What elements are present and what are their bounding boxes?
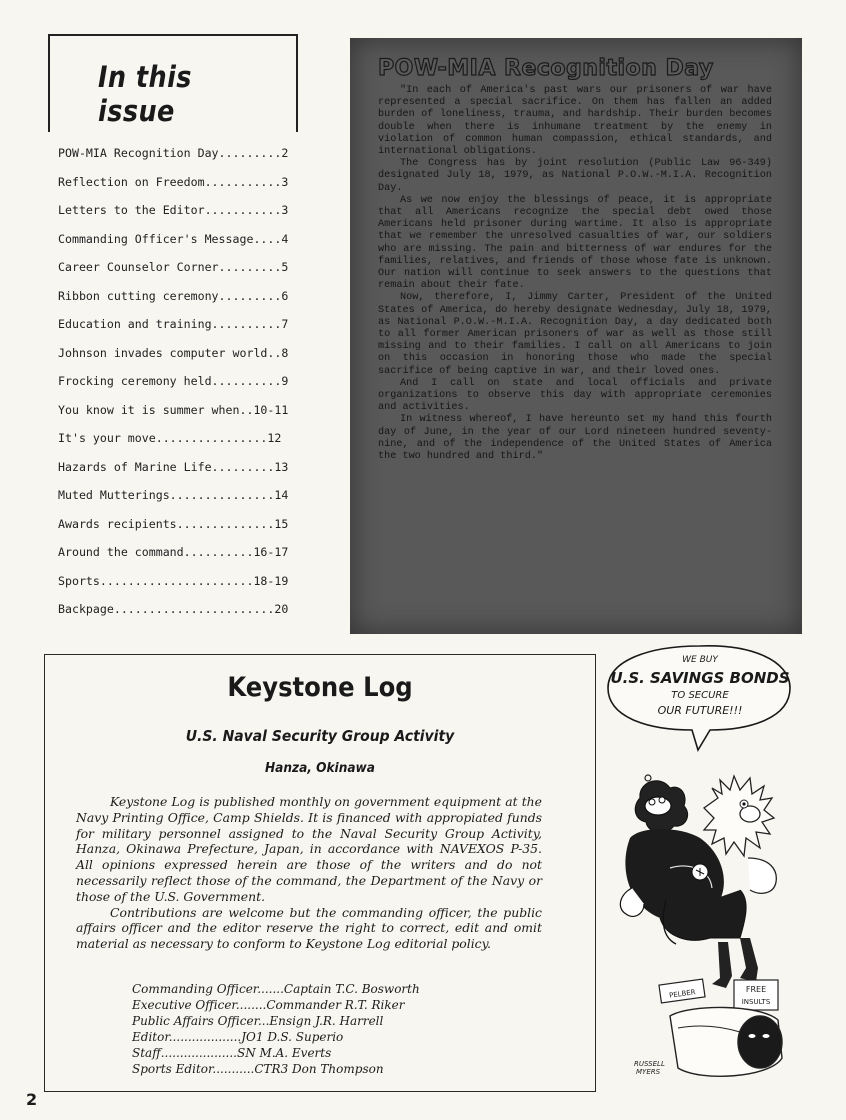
toc-item[interactable]: Johnson invades computer world..8 xyxy=(58,345,289,360)
staff-line: Editor...................JO1 D.S. Superio xyxy=(132,1030,344,1044)
toc-item[interactable]: Sports......................18-19 xyxy=(58,573,289,588)
article-paragraph: The Congress has by joint resolution (Public Law 96-349) designated July 18, 1979, as National P.O.W.-M.I.A. Recognition Day. xyxy=(378,158,772,194)
plaque-text: PELBER xyxy=(668,988,697,1000)
pow-mia-article xyxy=(350,38,802,634)
article-paragraph: As we now enjoy the blessings of peace, it is appropriate that all Americans recognize the special debt owed those Americans held prisoner during wartime. It also is appropriate that we remember the unresolved casualties of war, our soldiers who are missing. The pain and bitterness of war endures for the families, relatives, and friends of those whose fate is unknown. Our nation will continue to seek answers to the questions that remain about their fate. xyxy=(378,194,772,292)
toc-item[interactable]: It's your move................12 xyxy=(58,431,282,445)
barrel-illustration xyxy=(670,1007,782,1076)
masthead-body xyxy=(76,794,542,952)
masthead-title: Keystone Log xyxy=(227,672,413,703)
article-paragraph: "In each of America's past wars our prisoners of war have represented a special sacrifice. On them has fallen an added burden of loneliness, trauma, and hardship. Their burden becomes double when there is inhumane treatment by the enemy in violation of common human compassion, ethical standards, and international obligations. xyxy=(378,85,772,158)
toc-item[interactable]: Frocking ceremony held..........9 xyxy=(58,374,289,388)
toc-item[interactable]: Letters to the Editor...........3 xyxy=(58,203,289,217)
toc-item[interactable]: Commanding Officer's Message....4 xyxy=(58,231,289,246)
toc-item[interactable]: Education and training..........7 xyxy=(58,317,289,331)
bubble-line: OUR FUTURE!!! xyxy=(657,704,743,717)
staff-line: Executive Officer........Commander R.T. Riker xyxy=(132,998,405,1012)
toc-item[interactable]: Career Counselor Corner.........5 xyxy=(58,260,289,274)
article-paragraph: And I call on state and local officials and private organizations to observe this day with appropriate ceremonies and activities. xyxy=(378,377,772,414)
sign-text: FREE xyxy=(745,985,767,994)
article-title: POW-MIA Recognition Day xyxy=(378,56,714,81)
article-paragraph: In witness whereof, I have hereunto set my hand this fourth day of June, in the year of our Lord nineteen hundred seventy-nine, and of the independence of the United States of America the two hundred and third." xyxy=(378,414,772,463)
masthead-paragraph: Keystone Log is published monthly on government equipment at the Navy Printing Office, Camp Shields. It is financed with appropiated funds for military personnel assigned to the Naval Security Group Activity, Hanza, Okinawa Prefecture, Japan, in accordance with NAVEXOS P-35. All opinions expressed herein are those of the writers and do not necessarily reflect those of the command, the Department of the Navy or those of the U.S. Government. xyxy=(76,794,542,904)
artist-signature: RUSSELL xyxy=(634,1060,665,1068)
bubble-line: U.S. SAVINGS BONDS xyxy=(610,669,790,687)
toc-item[interactable]: Muted Mutterings...............14 xyxy=(58,488,289,502)
masthead-location: Hanza, Okinawa xyxy=(265,760,375,776)
toc-item[interactable]: Backpage.......................20 xyxy=(58,602,289,616)
bubble-line: TO SECURE xyxy=(671,690,729,701)
toc-item[interactable]: Reflection on Freedom...........3 xyxy=(58,174,289,189)
toc-item[interactable]: POW-MIA Recognition Day.........2 xyxy=(58,146,289,160)
toc-item[interactable]: Around the command..........16-17 xyxy=(58,545,289,559)
masthead-paragraph: Contributions are welcome but the commanding officer, the public affairs officer and the editor reserve the right to correct, edit and omit material as necessary to conform to Keystone Log editorial policy. xyxy=(76,904,542,952)
toc-item[interactable]: Ribbon cutting ceremony.........6 xyxy=(58,288,289,303)
bubble-line: WE BUY xyxy=(682,655,718,665)
page-number: 2 xyxy=(26,1090,38,1109)
staff-line: Staff....................SN M.A. Everts xyxy=(132,1046,332,1060)
artist-signature: MYERS xyxy=(636,1068,661,1076)
sign-text: INSULTS xyxy=(741,998,771,1006)
toc-item[interactable]: Hazards of Marine Life.........13 xyxy=(58,459,289,474)
toc-title: In this issue xyxy=(98,60,192,128)
staff-line: Commanding Officer.......Captain T.C. Bosworth xyxy=(132,982,420,996)
staff-line: Sports Editor...........CTR3 Don Thompson xyxy=(132,1062,384,1076)
savings-bonds-cartoon xyxy=(600,638,800,1098)
article-paragraph: Now, therefore, I, Jimmy Carter, President of the United States of America, do hereby designate Wednesday, July 18, 1979, as National P.O.W.-M.I.A. Recognition Day, a day dedicated both to all former American prisoners of war as well as those still missing and to their families. I call on all Americans to join on this occasion in honoring those who made the special sacrifice of being captive in war, and their loved ones. xyxy=(378,292,772,377)
masthead-subtitle: U.S. Naval Security Group Activity xyxy=(185,727,455,745)
staff-line: Public Affairs Officer...Ensign J.R. Harrell xyxy=(132,1014,384,1028)
toc-item[interactable]: You know it is summer when..10-11 xyxy=(58,402,289,417)
toc-item[interactable]: Awards recipients..............15 xyxy=(58,516,289,531)
